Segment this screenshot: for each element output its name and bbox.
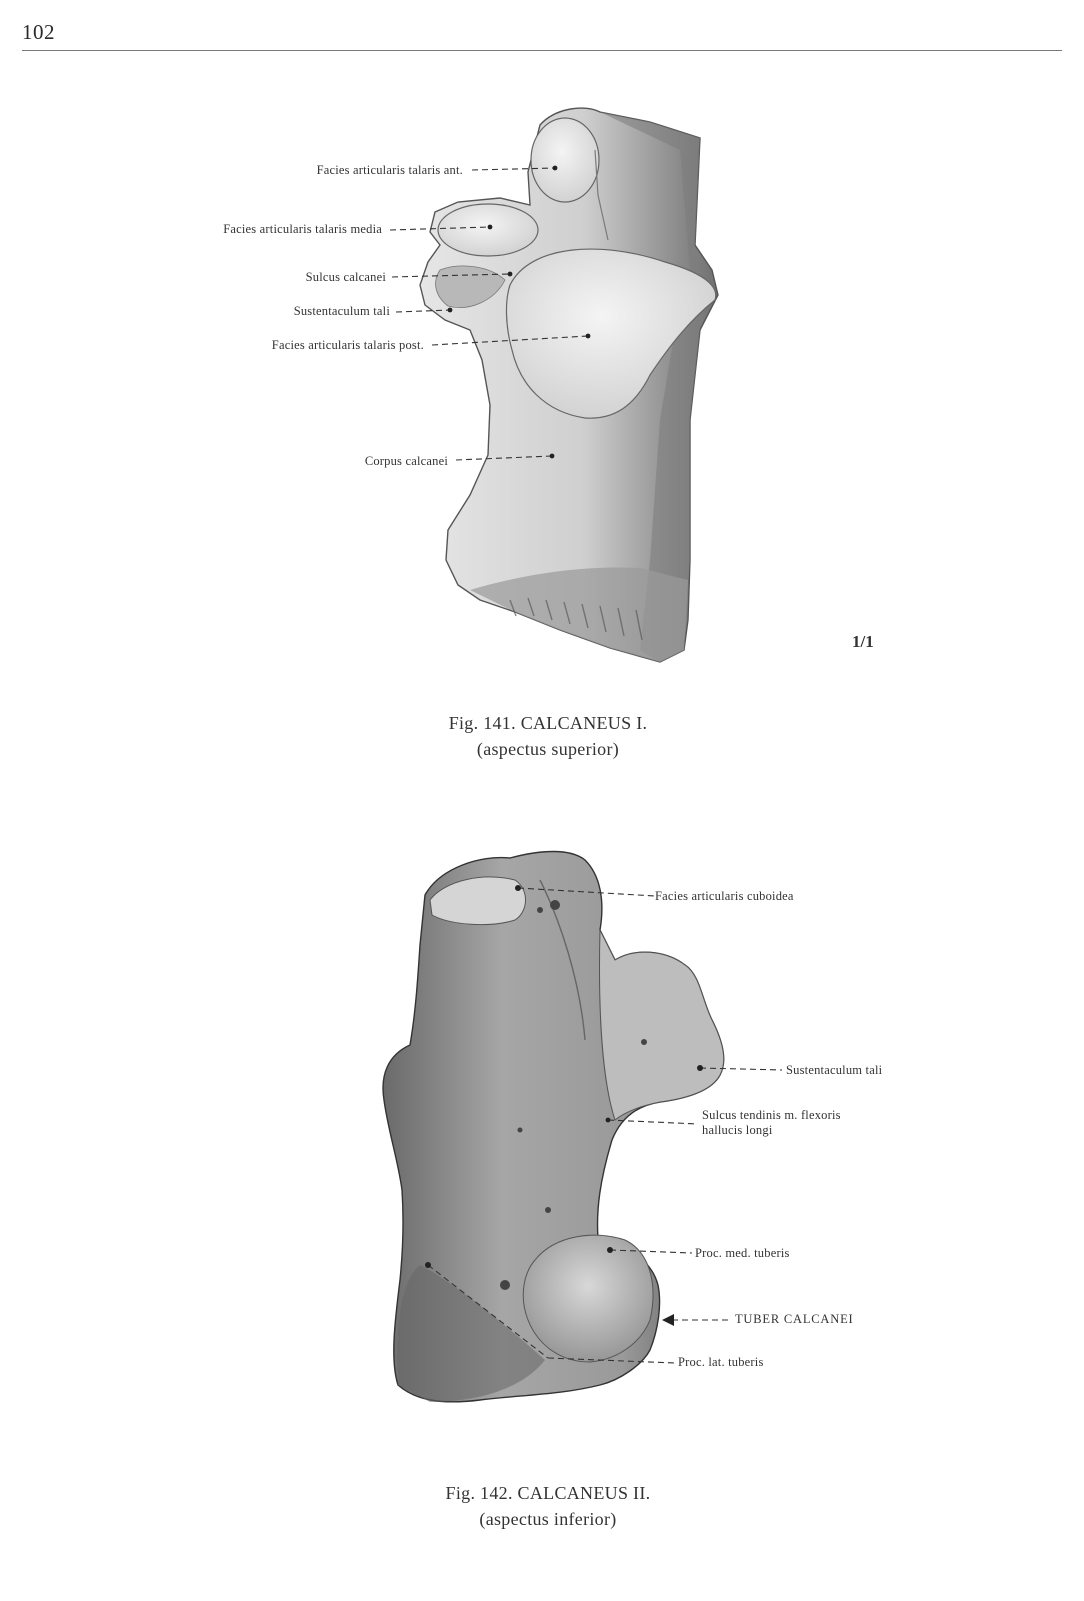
figure142-caption	[348, 1480, 748, 1532]
label-sulcus-calcanei: Sulcus calcanei	[305, 270, 386, 284]
label-facies-talaris-post: Facies articularis talaris post.	[271, 338, 424, 352]
label-sulcus-tendinis-line1: Sulcus tendinis m. flexoris	[702, 1108, 841, 1122]
tuber-arrow-icon	[662, 1314, 674, 1326]
figure142-caption-title: Fig. 142. CALCANEUS II.	[445, 1483, 651, 1503]
label-sustentaculum-tali-inf: Sustentaculum tali	[786, 1063, 883, 1077]
label-sustentaculum-tali-sup: Sustentaculum tali	[293, 304, 390, 318]
figure142-caption-sub: (aspectus inferior)	[479, 1509, 617, 1529]
label-facies-talaris-ant: Facies articularis talaris ant.	[316, 163, 463, 177]
figure141-caption-sub: (aspectus superior)	[476, 739, 620, 759]
figure141-caption-title: Fig. 141. CALCANEUS I.	[448, 713, 648, 733]
calcaneus-superior-drawing	[420, 108, 718, 662]
label-sulcus-tendinis-line2: hallucis longi	[702, 1123, 773, 1137]
label-corpus-calcanei: Corpus calcanei	[364, 454, 448, 468]
page-number: 102	[22, 20, 55, 44]
label-facies-cuboidea: Facies articularis cuboidea	[655, 889, 794, 903]
label-proc-med-tuberis: Proc. med. tuberis	[695, 1246, 790, 1260]
label-proc-lat-tuberis: Proc. lat. tuberis	[678, 1355, 764, 1369]
figure141-caption	[348, 710, 748, 762]
scale-indicator: 1/1	[852, 632, 874, 651]
label-facies-talaris-media: Facies articularis talaris media	[223, 222, 382, 236]
label-tuber-calcanei: TUBER CALCANEI	[735, 1312, 854, 1326]
